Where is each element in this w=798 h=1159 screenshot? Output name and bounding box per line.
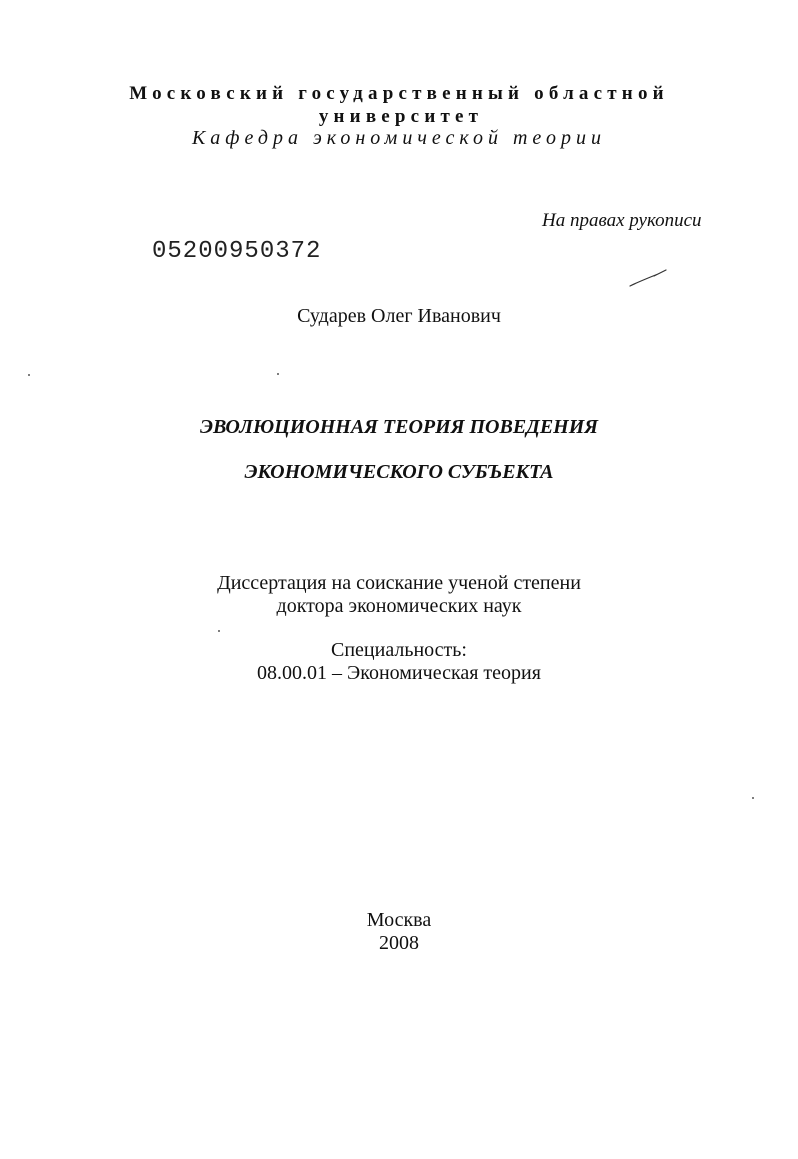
signature-mark bbox=[628, 266, 668, 290]
scan-speck bbox=[28, 374, 30, 376]
scan-speck bbox=[277, 373, 279, 375]
degree-line1: Диссертация на соискание ученой степени bbox=[217, 572, 581, 594]
scan-speck bbox=[752, 797, 754, 799]
specialty-value: 08.00.01 – Экономическая теория bbox=[257, 662, 541, 684]
year: 2008 bbox=[379, 932, 419, 954]
manuscript-rights-note: На правах рукописи bbox=[542, 210, 702, 231]
university-name-line1: Московский государственный областной bbox=[129, 83, 669, 104]
author-name: Сударев Олег Иванович bbox=[297, 305, 501, 327]
scan-speck bbox=[218, 630, 220, 632]
document-number: 05200950372 bbox=[152, 238, 322, 265]
city: Москва bbox=[366, 909, 432, 931]
degree-line2: доктора экономических наук bbox=[276, 595, 522, 617]
university-name-line2: университет bbox=[318, 106, 484, 127]
dissertation-title-line1: ЭВОЛЮЦИОННАЯ ТЕОРИЯ ПОВЕДЕНИЯ bbox=[199, 416, 599, 438]
department-name: Кафедра экономической теории bbox=[192, 127, 606, 149]
dissertation-title-line2: ЭКОНОМИЧЕСКОГО СУБЪЕКТА bbox=[244, 461, 554, 483]
specialty-label: Специальность: bbox=[331, 639, 467, 661]
